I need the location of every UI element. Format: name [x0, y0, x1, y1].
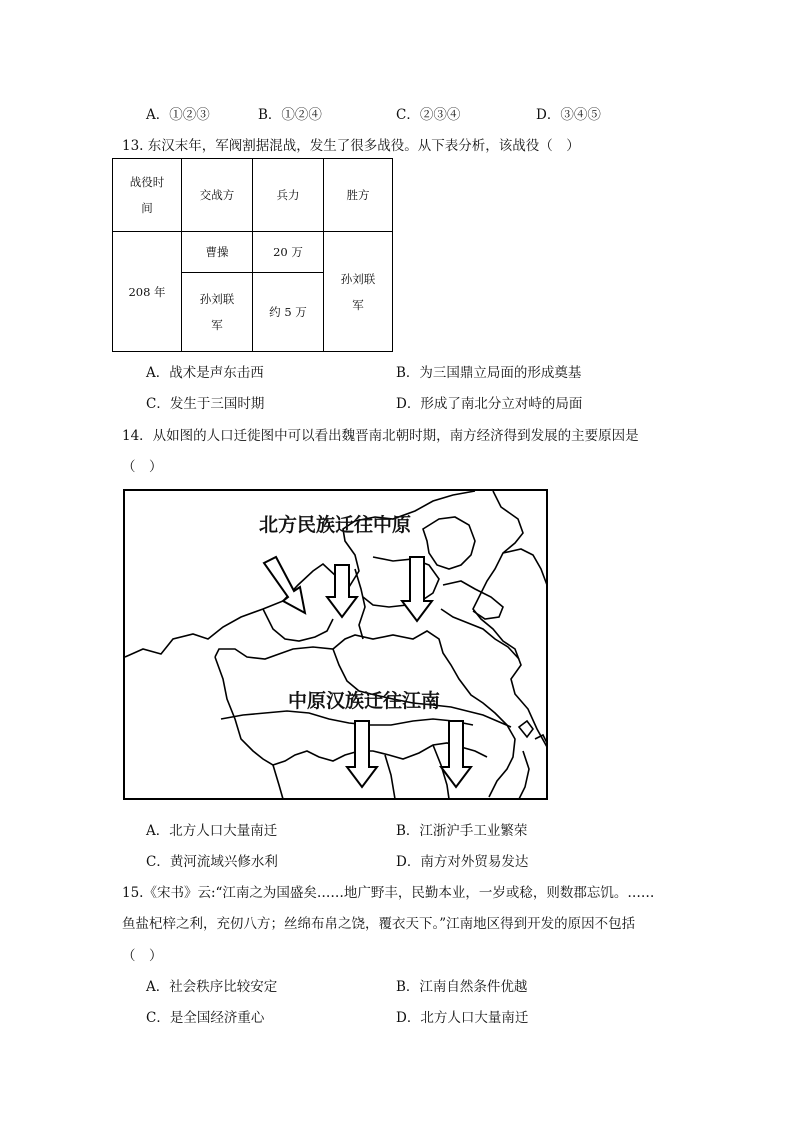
q15-option-d[interactable]: D．北方人口大量南迁 — [396, 1010, 529, 1026]
q12-option-b[interactable]: B．①②④ — [258, 107, 322, 123]
map-frame — [124, 490, 547, 799]
q13-option-c[interactable]: C．发生于三国时期 — [146, 396, 265, 412]
q14-option-d[interactable]: D．南方对外贸易发达 — [396, 854, 529, 870]
q15-paren: （ ） — [122, 948, 163, 964]
table-header-time: 战役时间 — [113, 159, 182, 232]
map-label-south: 中原汉族迁往江南 — [288, 690, 441, 712]
q15-option-a[interactable]: A．社会秩序比较安定 — [146, 979, 278, 995]
q12-option-c[interactable]: C．②③④ — [396, 107, 461, 123]
q14-stem: 14．从如图的人口迁徙图中可以看出魏晋南北朝时期，南方经济得到发展的主要原因是 — [122, 428, 639, 444]
q13-option-a[interactable]: A．战术是声东击西 — [146, 365, 264, 381]
table-cell-troops2: 约 5 万 — [253, 273, 324, 352]
table-cell-side1: 曹操 — [182, 232, 253, 273]
q13-option-b[interactable]: B．为三国鼎立局面的形成奠基 — [396, 365, 582, 381]
q12-option-a[interactable]: A．①②③ — [146, 107, 210, 123]
table-header-winner: 胜方 — [324, 159, 393, 232]
q13-stem: 13. 东汉末年，军阀割据混战，发生了很多战役。从下表分析，该战役（ ） — [122, 138, 580, 154]
q13-option-d[interactable]: D．形成了南北分立对峙的局面 — [396, 396, 583, 412]
table-header-sides: 交战方 — [182, 159, 253, 232]
q14-paren: （ ） — [122, 459, 163, 475]
table-header-troops: 兵力 — [253, 159, 324, 232]
table-cell-winner: 孙刘联军 — [324, 232, 393, 352]
q15-option-c[interactable]: C．是全国经济重心 — [146, 1010, 265, 1026]
table-cell-side2: 孙刘联军 — [182, 273, 253, 352]
map-label-north: 北方民族迁往中原 — [259, 514, 412, 536]
q14-option-b[interactable]: B．江浙沪手工业繁荣 — [396, 823, 528, 839]
q15-line2: 鱼盐杞梓之利，充仞八方；丝绵布帛之饶，覆衣天下。”江南地区得到开发的原因不包括 — [122, 916, 636, 932]
q14-option-c[interactable]: C．黄河流域兴修水利 — [146, 854, 278, 870]
battle-table — [112, 158, 393, 352]
migration-map — [123, 489, 548, 800]
table-cell-time: 208 年 — [113, 232, 182, 352]
q12-option-d[interactable]: D．③④⑤ — [536, 107, 601, 123]
q14-option-a[interactable]: A．北方人口大量南迁 — [146, 823, 278, 839]
q15-line1: 15.《宋书》云:“江南之为国盛矣……地广野丰，民勤本业，一岁或稔，则数郡忘饥。…… — [122, 885, 655, 901]
q15-option-b[interactable]: B．江南自然条件优越 — [396, 979, 528, 995]
table-cell-troops1: 20 万 — [253, 232, 324, 273]
